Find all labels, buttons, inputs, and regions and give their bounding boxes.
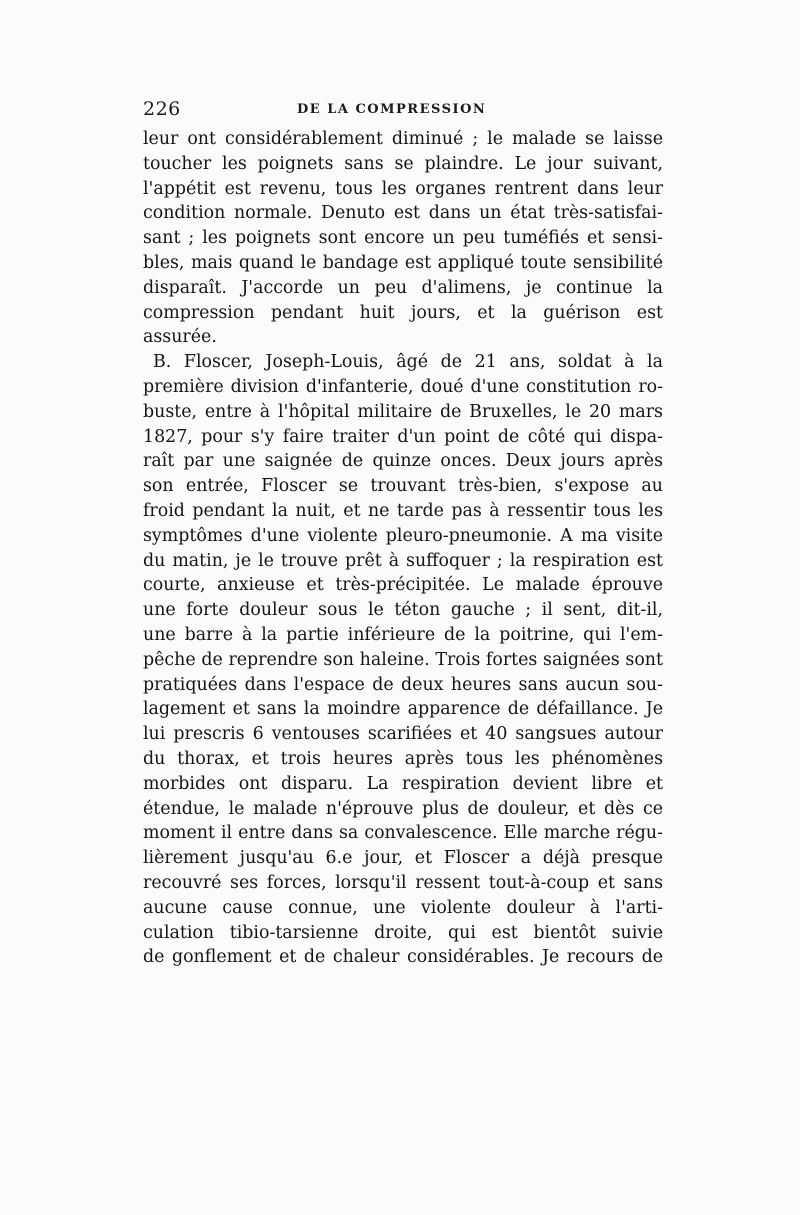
text-line: morbides ont disparu. La respiration devient libre et [143, 773, 663, 794]
text-line: étendue, le malade n'éprouve plus de douleur, et dès ce [143, 798, 663, 819]
text-line: culation tibio-tarsienne droite, qui est bientôt suivie [143, 922, 663, 943]
text-line: 1827, pour s'y faire traiter d'un point de côté qui dispa- [143, 426, 663, 447]
body-text [143, 127, 663, 970]
text-line: compression pendant huit jours, et la guérison est [143, 302, 663, 323]
text-line: disparaît. J'accorde un peu d'alimens, je continue la [143, 277, 663, 298]
text-line: froid pendant la nuit, et ne tarde pas à ressentir tous les [143, 500, 663, 521]
text-line: B. Floscer, Joseph-Louis, âgé de 21 ans, soldat à la [153, 352, 663, 373]
text-line: aucune cause connue, une violente douleur à l'arti- [143, 897, 663, 918]
text-line: condition normale. Denuto est dans un état très-satisfai- [143, 203, 663, 224]
page-header [143, 98, 663, 124]
text-line: du matin, je le trouve prêt à suffoquer ; la respiration est [143, 550, 663, 571]
text-line: lièrement jusqu'au 6.e jour, et Floscer a déjà presque [143, 848, 663, 869]
text-line: une barre à la partie inférieure de la poitrine, qui l'em- [143, 624, 663, 645]
text-line: leur ont considérablement diminué ; le malade se laisse [143, 129, 663, 149]
text-line: recouvré ses forces, lorsqu'il ressent tout-à-coup et sans [143, 872, 663, 893]
running-head: DE LA COMPRESSION [297, 102, 487, 117]
text-line: sant ; les poignets sont encore un peu tuméfiés et sensi- [143, 228, 663, 249]
text-line: une forte douleur sous le téton gauche ; il sent, dit-il, [143, 600, 663, 621]
text-line: lui prescris 6 ventouses scarifiées et 40 sangsues autour [143, 724, 663, 745]
text-line: toucher les poignets sans se plaindre. Le jour suivant, [143, 153, 663, 174]
text-line: symptômes d'une violente pleuro-pneumonie. A ma visite [143, 525, 663, 546]
text-line: courte, anxieuse et très-précipitée. Le malade éprouve [143, 575, 663, 596]
text-line: buste, entre à l'hôpital militaire de Bruxelles, le 20 mars [143, 401, 663, 422]
text-line: première division d'infanterie, doué d'une constitution ro- [143, 376, 663, 397]
text-line: assurée. [143, 327, 217, 348]
text-line: pratiquées dans l'espace de deux heures sans aucun sou- [143, 674, 663, 695]
text-line: bles, mais quand le bandage est appliqué toute sensibilité [143, 252, 663, 273]
text-line: du thorax, et trois heures après tous les phénomènes [143, 748, 663, 769]
text-line: pêche de reprendre son haleine. Trois fortes saignées sont [143, 649, 663, 670]
text-line: lagement et sans la moindre apparence de défaillance. Je [143, 699, 663, 720]
text-line: l'appétit est revenu, tous les organes rentrent dans leur [143, 178, 663, 199]
page-number: 226 [143, 98, 181, 120]
text-line: moment il entre dans sa convalescence. Elle marche régu- [143, 823, 663, 844]
text-line: de gonflement et de chaleur considérables. Je recours de [143, 947, 663, 968]
text-line: son entrée, Floscer se trouvant très-bien, s'expose au [143, 476, 663, 497]
text-line: raît par une saignée de quinze onces. Deux jours après [143, 451, 663, 472]
